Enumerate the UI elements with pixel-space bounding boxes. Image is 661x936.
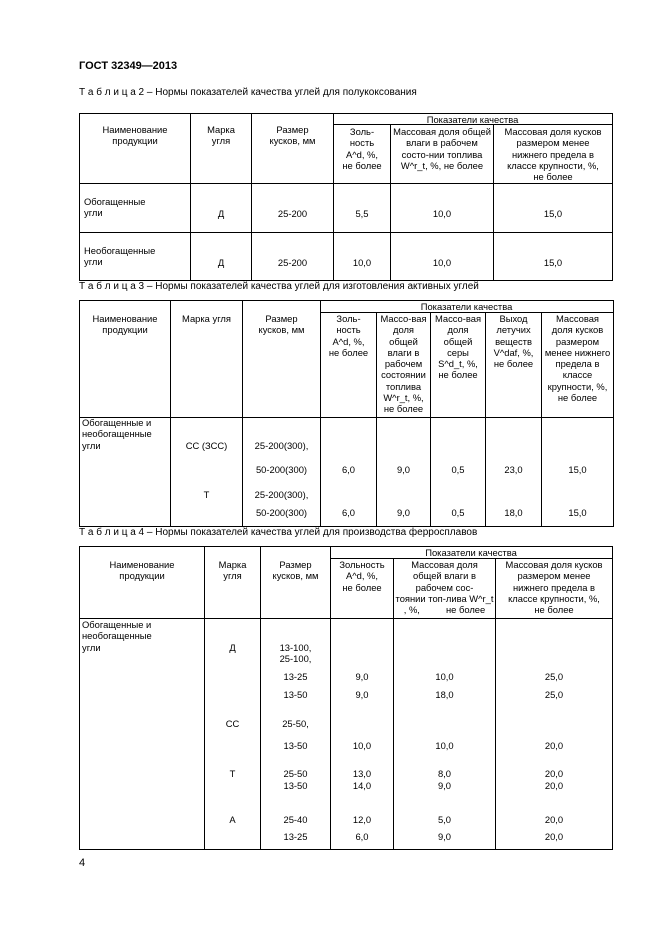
table4-row5-size: 25-50, (282, 718, 309, 729)
table4-row8-ash: 14,0 (352, 780, 372, 791)
table4 (79, 546, 613, 850)
table2-row1-ash: 5,5 (355, 208, 369, 219)
table2-row2-ash: 10,0 (352, 257, 372, 268)
table2 (79, 113, 613, 281)
table3-col-fines: Массовая доля кусков размером менее нижнего предела в классе крупности, %, не более (544, 313, 611, 404)
table4-row6-moist: 10,0 (435, 740, 454, 751)
table3-row2-sulfur: 0,5 (451, 464, 465, 475)
table3-row2-fines: 15,0 (568, 464, 587, 475)
table4-col-size: Размер кусков, мм (272, 559, 319, 582)
table2-row2-mark: Д (217, 257, 225, 268)
table2-row2-size: 25-200 (277, 257, 308, 268)
table3-row4-fines: 15,0 (568, 507, 587, 518)
table4-row9-mark: А (229, 814, 236, 825)
page-header: ГОСТ 32349—2013 (79, 60, 178, 72)
table4-product-name: Обогащенные и необогащенные угли (82, 619, 152, 653)
table4-row9-size: 25-40 (283, 814, 308, 825)
table2-row2-moist: 10,0 (432, 257, 452, 268)
table2-caption: Т а б л и ц а 2 – Нормы показателей качества углей для полукоксования (79, 87, 417, 98)
table4-row9-moist: 5,0 (437, 814, 452, 825)
table4-row10-fines: 20,0 (544, 831, 564, 842)
table3-row2-ash: 6,0 (341, 464, 356, 475)
table3-caption: Т а б л и ц а 3 – Нормы показателей качества углей для изготовления активных углей (79, 281, 479, 292)
table4-row1-size: 13-100, (279, 642, 312, 653)
table4-row10-ash: 6,0 (355, 831, 369, 842)
table3-row4-sulfur: 0,5 (451, 507, 465, 518)
table4-row7-moist: 8,0 (437, 768, 452, 779)
table4-col-moist: Массовая доля общей влаги в рабочем сос- тоянии топ-лива W^r_t , %, не более (395, 559, 494, 616)
table3-row4-moist: 9,0 (396, 507, 411, 518)
table3-col-moist: Массо-вая доля общей влаги в рабочем состоянии топлива W^r_t, %, не более (380, 313, 427, 415)
table4-row1-mark: Д (229, 642, 236, 653)
table3-row1-size: 25-200(300), (254, 440, 309, 451)
table4-row7-fines: 20,0 (544, 768, 564, 779)
table4-row6-ash: 10,0 (352, 740, 372, 751)
table4-row8-fines: 20,0 (544, 780, 564, 791)
table2-row1-size: 25-200 (277, 208, 308, 219)
table3-row2-moist: 9,0 (396, 464, 411, 475)
table3-row4-ash: 6,0 (341, 507, 356, 518)
table2-row2-name: Необогащенные угли (84, 245, 156, 268)
table3 (79, 300, 614, 527)
table2-row1-fines: 15,0 (543, 208, 563, 219)
table3-row2-size: 50-200(300) (255, 464, 308, 475)
table3-row4-volatile: 18,0 (504, 507, 523, 518)
table4-row9-fines: 20,0 (544, 814, 564, 825)
table4-row8-size: 13-50 (283, 780, 308, 791)
table4-row10-moist: 9,0 (437, 831, 452, 842)
table3-product-name: Обогащенные и необогащенные угли (82, 417, 152, 451)
table3-row4-size: 50-200(300) (255, 507, 308, 518)
table4-row10-size: 13-25 (283, 831, 308, 842)
table4-row3-ash: 9,0 (355, 671, 369, 682)
table2-col-name: Наименование продукции (102, 124, 168, 147)
table3-col-mark: Марка угля (182, 313, 231, 324)
table2-row1-mark: Д (217, 208, 225, 219)
table3-col-volatile: Выход летучих веществ V^daf, %, не более (493, 313, 534, 370)
table2-row2-fines: 15,0 (543, 257, 563, 268)
table4-col-fines: Массовая доля кусков размером менее нижнего предела в классе крупности, %, не более (505, 559, 603, 616)
page-number: 4 (79, 857, 86, 869)
table2-col-moist: Массовая доля общей влаги в рабочем состо-нии топлива W^r_t, %, не более (393, 126, 491, 171)
table2-col-ash: Золь- ность A^d, %, не более (342, 126, 382, 171)
table2-col-mark: Марка угля (207, 124, 235, 147)
table2-group-header: Показатели качества (426, 114, 519, 125)
table4-col-ash: Зольность A^d, %, не более (339, 559, 385, 593)
table4-caption: Т а б л и ц а 4 – Нормы показателей качества углей для производства ферросплавов (79, 527, 478, 538)
table3-col-name: Наименование продукции (92, 313, 158, 336)
table3-row1-mark: СС (ЗСС) (185, 440, 228, 451)
table3-group-header: Показатели качества (420, 301, 513, 312)
table4-col-mark: Марка угля (218, 559, 247, 582)
table2-row1-name: Обогащенные угли (84, 196, 146, 219)
table4-row4-moist: 18,0 (435, 689, 454, 700)
table4-row6-fines: 20,0 (544, 740, 564, 751)
table4-row3-size: 13-25 (283, 671, 308, 682)
table4-row7-mark: Т (229, 768, 236, 779)
table2-row1-moist: 10,0 (432, 208, 452, 219)
table3-row3-size: 25-200(300), (254, 489, 309, 500)
table4-row3-moist: 10,0 (435, 671, 454, 682)
table4-row6-size: 13-50 (283, 740, 308, 751)
table4-row4-fines: 25,0 (544, 689, 564, 700)
table3-col-sulfur: Массо-вая доля общей серы S^d_t, %, не более (434, 313, 482, 381)
table4-row4-ash: 9,0 (355, 689, 369, 700)
table4-row7-ash: 13,0 (352, 768, 372, 779)
table4-row5-mark: СС (225, 718, 240, 729)
table4-row8-moist: 9,0 (437, 780, 452, 791)
table4-row7-size: 25-50 (283, 768, 308, 779)
table3-row3-mark: Т (203, 489, 210, 500)
table4-group-header: Показатели качества (425, 547, 517, 558)
table4-row9-ash: 12,0 (352, 814, 372, 825)
table4-col-name: Наименование продукции (109, 559, 175, 582)
table2-col-fines: Массовая доля кусков размером менее нижнего предела в классе крупности, %, не более (504, 126, 602, 183)
table3-col-ash: Золь- ность A^d, %, не более (328, 313, 369, 358)
table3-col-size: Размер кусков, мм (258, 313, 305, 336)
table2-col-size: Размер кусков, мм (269, 124, 316, 147)
table4-row4-size: 13-50 (283, 689, 308, 700)
table4-row2-size: 25-100, (279, 653, 312, 664)
table4-row3-fines: 25,0 (544, 671, 564, 682)
table3-row2-volatile: 23,0 (504, 464, 523, 475)
